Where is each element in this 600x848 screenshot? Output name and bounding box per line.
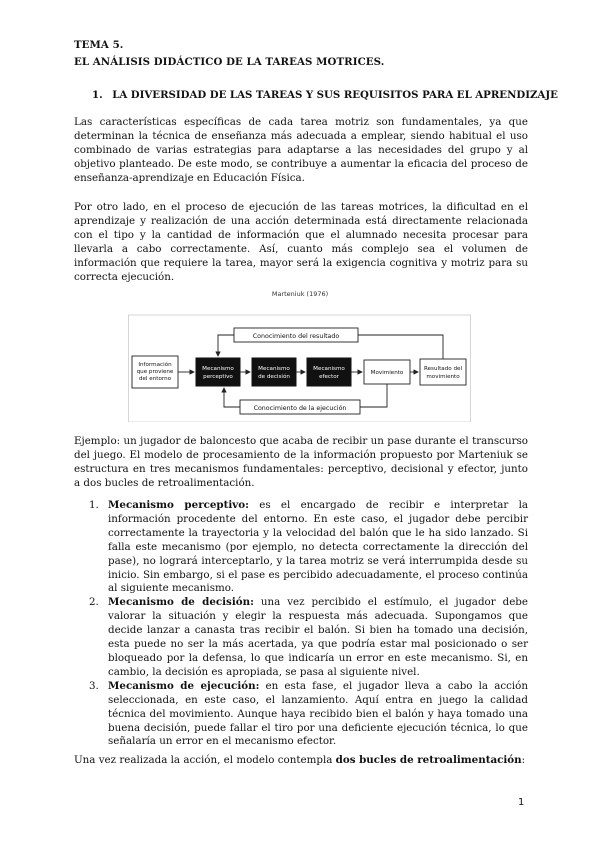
list-item-text: en esta fase, el jugador lleva a cabo la acción seleccionada, en este caso, el lanzamiento. Aquí entra en juego la calidad técnica del movimiento. Aunque haya recibido bien el balón y haya tomado una buena decisión, puede fallar el tiro por una deficiente ejecución técnica, lo que señalaría un error en el mecanismo efector.: [108, 679, 528, 748]
closing-bold: dos bucles de retroalimentación: [335, 754, 522, 766]
decision-line-1: Mecanismo: [258, 366, 290, 372]
efector-line-2: efector: [319, 374, 339, 380]
section-heading: [92, 89, 558, 101]
perceptivo-box: [196, 358, 240, 386]
efector-box: [307, 358, 351, 386]
mechanism-list: [74, 499, 528, 749]
perceptivo-line-1: Mecanismo: [202, 366, 234, 372]
info-line-3: del entorno: [138, 376, 172, 382]
diagram-caption: Marteniuk (1976): [271, 290, 329, 298]
document-title: EL ANÁLISIS DIDÁCTICO DE LA TAREAS MOTRICES.: [74, 56, 385, 68]
section-title: LA DIVERSIDAD DE LAS TAREAS Y SUS REQUISITOS PARA EL APRENDIZAJE: [112, 89, 558, 101]
list-item-number: 3.: [89, 679, 99, 692]
tema-label: TEMA 5.: [74, 39, 124, 51]
closing-sentence: [74, 754, 525, 766]
decision-box: [252, 358, 296, 386]
list-item: [74, 499, 528, 596]
resultado-box: [420, 359, 466, 385]
movimiento-label: Movimiento: [370, 370, 404, 376]
list-item-term: Mecanismo perceptivo:: [108, 499, 249, 511]
resultado-line-1: Resultado del: [423, 366, 463, 372]
list-item: [74, 680, 528, 750]
closing-tail: :: [521, 754, 526, 766]
closing-lead: Una vez realizada la acción, el modelo contempla: [74, 754, 336, 766]
perceptivo-line-2: perceptivo: [203, 374, 233, 380]
loop-bottom-left: [224, 388, 240, 407]
list-item-number: 1.: [89, 499, 99, 511]
paragraph-process: Por otro lado, en el proceso de ejecución de las tareas motrices, la dificultad en el aprendizaje y realización de una acción determinada está directamente relacionada con el tipo y la cantidad de información que el alumnado necesita procesar para llevarla a cabo correctamente. Así, cuanto más complejo sea el volumen de información que requiere la tarea, mayor será la exigencia cognitiva y motriz para su correcta ejecución.: [74, 201, 528, 283]
paragraph-intro: Las características específicas de cada tarea motriz son fundamentales, ya que determinan la técnica de enseñanza más adecuada a emplear, siendo habitual el uso combinado de varias estrategias para adaptarse a las necesidades del grupo y al objetivo planteado. De este modo, se contribuye a aumentar la eficacia del proceso de enseñanza-aprendizaje en Educación Física.: [74, 116, 528, 184]
list-item: [74, 596, 528, 679]
page-number: 1: [518, 797, 525, 808]
loop-top-right: [358, 335, 443, 359]
feedback-result-label: Conocimiento del resultado: [252, 333, 340, 340]
list-item-term: Mecanismo de ejecución:: [108, 679, 260, 692]
feedback-execution-label: Conocimiento de la ejecución: [253, 405, 347, 412]
paragraph-example: Ejemplo: un jugador de baloncesto que acaba de recibir un pase durante el transcurso del juego. El modelo de procesamiento de la información propuesto por Marteniuk se estructura en tres mecanismos fundamentales: perceptivo, decisional y efector, junto a dos bucles de retroalimentación.: [74, 435, 528, 489]
resultado-line-2: movimiento: [426, 374, 460, 380]
list-item-number: 2.: [89, 596, 99, 609]
loop-top-left: [218, 335, 234, 356]
info-line-2: que proviene: [136, 369, 174, 375]
loop-bottom-right: [360, 384, 387, 407]
info-line-1: Información: [138, 362, 172, 368]
list-item-text: es el encargado de recibir e interpretar la información procedente del entorno. En este caso, el jugador debe percibir correctamente la trayectoria y la velocidad del balón que le ha sido lanzado. Si falla este mecanismo (por ejemplo, no detecta correctamente la dirección del pase), no logrará interceptarlo, y la tarea motriz se verá interrumpida desde su inicio. Sin embargo, si el pase es percibido adecuadamente, el proceso continúa al siguiente mecanismo.: [108, 499, 528, 595]
decision-line-2: de decisión: [258, 374, 290, 380]
list-item-text: una vez percibido el estímulo, el jugador debe valorar la situación y elegir la respuesta más adecuada. Supongamos que decide lanzar a canasta tras recibir el balón. Si bien ha tomado una decisión, esta puede no ser la más acertada, ya que podría estar mal posicionado o ser bloqueado por la defensa, lo que indicaría un error en este mecanismo. Si, en cambio, la decisión es apropiada, se pasa al siguiente nivel.: [108, 596, 528, 678]
efector-line-1: Mecanismo: [313, 366, 345, 372]
marteniuk-diagram: [128, 302, 471, 422]
section-number: 1.: [92, 89, 103, 101]
list-item-term: Mecanismo de decisión:: [108, 596, 254, 609]
